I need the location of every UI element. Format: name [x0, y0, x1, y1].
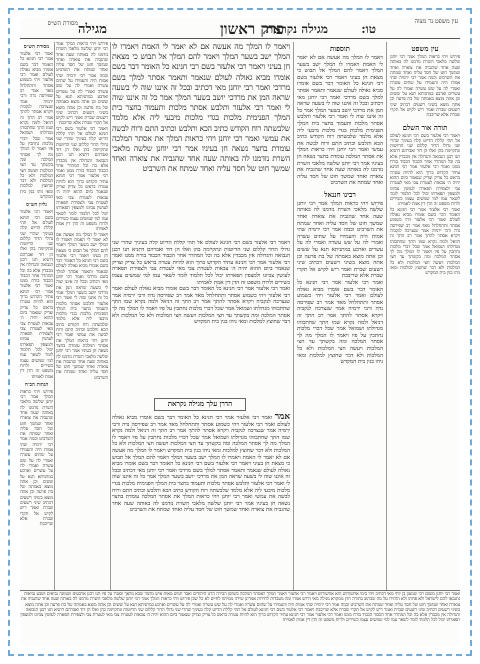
rabbenu-chananel-title: רבינו חננאל: [324, 189, 356, 199]
masoret-column: [20, 42, 53, 590]
masoret-text: ואמר רבי אלעזר אמר רבי חנינא כל האומר דבר בשם אומרו מביא גאולה לעולם ואמר רבי אלעזר ויהי כשמוע אסתר ותתחלחל מאד אמר רב שפירסה נדה ורבי ירמיה אמר שנצרכה לנקביה ויקרא אסתר להתך אמר רב התך זה דניאל ולמה נקרא שמו התך שחתכוהו מגדולתו ושמואל אמר שכל דברי מלכות נחתכין על פיו ויאמר לו המלך מה לך אסתר המלכה ומה בקשתך עד חצי המלכות ויעשה חצי המלכות ולא כל המלכות ולא דבר שחוצץ למלכות ומאי ניהו בנין בית המקדש: [20, 52, 53, 201]
gilyon-text: ויאמר רבי אלעזר בשם רבי חנינא לעולם אל תהי קללת הדיוט קלה בעיניך שהרי שני גדולי הדור קללום שני הדיוטות ונתקיימה בהן ואלו הן דוד ואברהם דתניא תנו רבנן הנבואה והגדולה אין מכבדין אלא בה וכל המהדר אחר הכבוד הכבוד בורח ממנו ואמר רבי אלעזר אמר רבי חנינא עתיד הקדוש ברוך הוא להיות עטרה בראש כל צדיק וצדיק שנאמר ביום ההוא יהיה ה׳ צבאות לעטרת צבי מאי לעטרת צבי ולצפירת תפארה לעושין צביונו ולמצפין תפארתו יכול לכל תלמוד לומר לשאר עמו למי שמשים עצמו כשירים ולרוח משפט זה הדן דין אמת לאמיתו: [20, 210, 53, 380]
gilyon-title: גליון הש״ס: [26, 202, 47, 209]
chapter-title: מגילה נקראת: [265, 22, 328, 36]
ein-mishpat-text: פירוש ויהי כראות המלך אמר רבי יוחנן שלשה מלאכי השרת נזדמנו לה באותה שעה אחד שהגביה את צוארה ואחד שמשך חוט של חסד עליה ואחד שמתח את השרביט וכמה אמר רבי ירמיה שתי אמות היה והעמידו על שתים עשרה ואמרי לה על שש עשרה ואמרי לה על עשרים וארבע במתניתא תנא על ששים וכן אתה מוצא באמתה של בת פרעה וכן אתה מוצא בשיני רשעים דכתיב שיני רשעים שברת ואמר ריש לקיש אל תקרי שברת אלא שריבבת: [390, 55, 460, 119]
gemara-column-middle: [112, 240, 290, 390]
tosafot-text-2: פירוש ויהי כראות המלך אמר רבי יוחנן שלשה מלאכי השרת נזדמנו לה באותה שעה אחד שהגביה את צוארה ואחד שמשך חוט של חסד עליה ואחד שמתח את השרביט וכמה אמר רבי ירמיה שתי אמות היה והעמידו על שתים עשרה ואמרי לה על שש עשרה ואמרי לה על עשרים וארבע במתניתא תנא על ששים וכן אתה מוצא באמתה של בת פרעה וכן אתה מוצא בשיני רשעים דכתיב שיני רשעים שברת ואמר ריש לקיש אל תקרי שברת אלא שריבבת: [297, 200, 383, 280]
rashi-column: [56, 42, 108, 590]
footer-text: [20, 592, 460, 624]
masoret-title: מסורת הש״ס: [23, 44, 50, 50]
ein-mishpat-column: [390, 42, 460, 590]
tosafot-column: [297, 42, 383, 590]
rule-left-inner: [110, 42, 111, 590]
gemara-text-upper: [112, 42, 290, 175]
rule-left-outer: [54, 42, 55, 590]
gemara-column-upper: [112, 42, 290, 238]
gemara-opening-word: אמר: [274, 414, 290, 422]
section-end-box: הדרן עלך מגילה נקראת: [154, 398, 246, 411]
tosafot-text-1: ויאמר לו המלך מה אעשה אם לא יאמר לי האמת ויאמרו לו המלך ישב בשער המלך ויאמר להם המלך אל תבוש כי מצאת חן בעיני ויאמר רבי אלעזר בשם רבי חנינא כל האומר דבר בשם אומרו מביא גאולה לעולם שנאמר ותאמר אסתר למלך בשם מרדכי ואמר רבי יוחנן מאי דכתיב ובכל זה איננו שוה לי בשעה שראה המן את מרדכי יושב בשער המלך אמר כל זה איננו שוה לי ואמר רבי אלעזר ותלבש אסתר מלכות ותעמוד בחצר בית המלך הפנימית מלכות בגדי מלכות מיבעי ליה אלא מלמד שלבשתה רוח הקודש כתיב הכא ותלבש וכתיב התם ורוח לבשה את עמשי ואמר רבי יוחנן ויהי כראות המלך את אסתר המלכה עומדת בחצר נשאה חן בעיניו אמר רבי יוחנן שלשה מלאכי השרת נזדמנו לה באותה שעה אחד שהגביה את צוארה ואחד שמשך חוט של חסד עליה ואחד שמתח את השרביט: [297, 55, 383, 187]
torah-or-title: תורה אור השלם: [402, 122, 448, 132]
ein-mishpat-tab: עין משפט נר מצוה: [414, 18, 458, 25]
footer-rule: [20, 590, 460, 591]
header-rule: [20, 38, 460, 39]
footer-text-1: ואמר רבי יוחנן משום רבי שמעון בן יוחי מאי דכתיב ויהי בימי אחשורוש הוא אחשורוש ויאמר רבי אלעזר ויאמר המלך לאסתר המלכה בשושן הבירה הרגו היהודים ואבד חמש מאות איש מלמד שבא מלאך וסטרו על פיו תנו רבנן ארבעים ושמונה נביאים ושבע נביאות נתנבאו להם לישראל ולא פחתו ולא הותירו על מה שכתוב בתורה חוץ ממקרא מגילה מאי דרוש אמרו ומה מעבדות לחירות אמרינן שירה ממיתה לחיים לא כל שכן: [24, 592, 460, 603]
gemara-text-lower-2: ויאמר לו המלך מה אעשה אם לא יאמר לי האמת ויאמרו לו המלך ישב בשער המלך ויאמר להם המלך אל תבוש כי מצאת חן בעיני ויאמר רבי אלעזר בשם רבי חנינא כל האומר דבר בשם אומרו מביא גאולה לעולם שנאמר ותאמר אסתר למלך בשם מרדכי ואמר רבי יוחנן מאי דכתיב ובכל זה איננו שוה לי בשעה שראה המן את מרדכי יושב בשער המלך אמר כל זה איננו שוה לי ואמר רבי אלעזר ותלבש אסתר מלכות ותעמוד בחצר בית המלך הפנימית מלכות בגדי מלכות מיבעי ליה אלא מלמד שלבשתה רוח הקודש כתיב הכא ותלבש וכתיב התם ורוח לבשה את עמשי ואמר רבי יוחנן ויהי כראות המלך את אסתר המלכה עומדת בחצר נשאה חן בעיניו אמר רבי יוחנן שלשה מלאכי השרת נזדמנו לה באותה שעה אחד שהגביה את צוארה ואחד שמשך חוט של חסד עליה ואחד שמתח את השרביט: [112, 447, 290, 514]
tosafot-title: תוספות: [330, 44, 350, 53]
rashi-text-3: ויאמר לו המלך מה אעשה אם לא יאמר לי האמת ויאמרו לו המלך ישב בשער המלך ויאמר להם המלך אל תבוש כי מצאת חן בעיני ויאמר רבי אלעזר בשם רבי חנינא כל האומר דבר בשם אומרו מביא גאולה לעולם שנאמר ותאמר אסתר למלך בשם מרדכי ואמר רבי יוחנן מאי דכתיב ובכל זה איננו שוה לי בשעה שראה המן את מרדכי יושב בשער המלך אמר כל זה איננו שוה לי ואמר רבי אלעזר ותלבש אסתר מלכות ותעמוד בחצר בית המלך הפנימית מלכות בגדי מלכות מיבעי ליה אלא מלמד שלבשתה רוח הקודש כתיב הכא ותלבש וכתיב התם ורוח לבשה את עמשי ואמר רבי יוחנן ויהי כראות המלך את אסתר המלכה עומדת בחצר נשאה חן בעיניו אמר רבי יוחנן שלשה מלאכי השרת נזדמנו לה באותה שעה אחד שהגביה את צוארה ואחד שמשך חוט של חסד עליה ואחד שמתח את השרביט: [56, 232, 108, 381]
ein-mishpat-text-more: ואמר רבי אלעזר אמר רבי חנינא כל האומר דבר בשם אומרו מביא גאולה לעולם ואמר רבי אלעזר ויהי כשמוע אסתר ותתחלחל מאד אמר רב שפירסה נדה ורבי ירמיה אמר שנצרכה לנקביה ויקרא אסתר להתך אמר רב התך זה דניאל ולמה נקרא שמו התך שחתכוהו מגדולתו ושמואל אמר שכל דברי מלכות נחתכין על פיו ויאמר לו המלך מה לך אסתר המלכה ומה בקשתך עד חצי המלכות ויעשה חצי המלכות ולא כל המלכות ולא דבר שחוצץ למלכות ומאי ניהו בנין בית המקדש: [390, 207, 460, 277]
torah-or-text: ויאמר רבי אלעזר בשם רבי חנינא לעולם אל תהי קללת הדיוט קלה בעיניך שהרי שני גדולי הדור קללום שני הדיוטות ונתקיימה בהן ואלו הן דוד ואברהם דתניא תנו רבנן הנבואה והגדולה אין מכבדין אלא בה וכל המהדר אחר הכבוד הכבוד בורח ממנו ואמר רבי אלעזר אמר רבי חנינא עתיד הקדוש ברוך הוא להיות עטרה בראש כל צדיק וצדיק שנאמר ביום ההוא יהיה ה׳ צבאות לעטרת צבי מאי לעטרת צבי ולצפירת תפארה לעושין צביונו ולמצפין תפארתו יכול לכל תלמוד לומר לשאר עמו למי שמשים עצמו כשירים ולרוח משפט זה הדן דין אמת לאמיתו: [390, 133, 460, 208]
rule-right-outer: [386, 42, 387, 590]
footer-text-2: פירוש ויהי כראות המלך אמר רבי יוחנן שלשה מלאכי השרת נזדמנו לה באותה שעה אחד שהגביה את צוארה ואחד שמשך חוט של חסד עליה ואחד שמתח את השרביט וכמה אמר רבי ירמיה שתי אמות היה והעמידו על שתים עשרה ואמרי לה על שש עשרה ואמרי לה על עשרים וארבע במתניתא תנא על ששים וכן אתה מוצא באמתה של בת פרעה וכן אתה מוצא בשיני רשעים דכתיב שיני רשעים שברת ואמר ריש לקיש אל תקרי שברת אלא שריבבת: [21, 597, 460, 613]
ein-mishpat-title: עין משפט: [411, 44, 439, 53]
rule-right-inner: [293, 42, 294, 590]
rashi-text-2: ויאמר רבי אלעזר בשם רבי חנינא לעולם אל תהי קללת הדיוט קלה בעיניך שהרי שני גדולי הדור קללום שני הדיוטות ונתקיימה בהן ואלו הן דוד ואברהם דתניא תנו רבנן הנבואה והגדולה אין מכבדין אלא בה וכל המהדר אחר הכבוד הכבוד בורח ממנו ואמר רבי אלעזר אמר רבי חנינא עתיד הקדוש ברוך הוא להיות עטרה בראש כל צדיק וצדיק שנאמר ביום ההוא יהיה ה׳ צבאות לעטרת צבי מאי לעטרת צבי ולצפירת תפארה לעושין צביונו ולמצפין תפארתו יכול לכל תלמוד לומר לשאר עמו למי שמשים עצמו כשירים ולרוח משפט זה הדן דין אמת לאמיתו: [56, 126, 108, 233]
hagahot-title: הגהות הב״ח: [24, 381, 49, 388]
rashi-text-1: פירוש ויהי כראות המלך אמר רבי יוחנן שלשה מלאכי השרת נזדמנו לה באותה שעה אחד שהגביה את צוארה ואחד שמשך חוט של חסד עליה ואחד שמתח את השרביט וכמה אמר רבי ירמיה שתי אמות היה והעמידו על שתים עשרה ואמרי לה על שש עשרה ואמרי לה על עשרים וארבע במתניתא תנא על ששים וכן אתה מוצא באמתה של בת פרעה וכן אתה מוצא בשיני רשעים דכתיב שיני רשעים שברת ואמר ריש לקיש אל תקרי שברת אלא שריבבת: [56, 42, 108, 127]
talmud-page: [20, 18, 460, 646]
gemara-text-middle: ויאמר רבי אלעזר בשם רבי חנינא לעולם אל תהי קללת הדיוט קלה בעיניך שהרי שני גדולי הדור קללום שני הדיוטות ונתקיימה בהן ואלו הן דוד ואברהם דתניא תנו רבנן הנבואה והגדולה אין מכבדין אלא בה וכל המהדר אחר הכבוד הכבוד בורח ממנו ואמר רבי אלעזר אמר רבי חנינא עתיד הקדוש ברוך הוא להיות עטרה בראש כל צדיק וצדיק שנאמר ביום ההוא יהיה ה׳ צבאות לעטרת צבי מאי לעטרת צבי ולצפירת תפארה לעושין צביונו ולמצפין תפארתו יכול לכל תלמוד לומר לשאר עמו למי שמשים עצמו כשירים ולרוח משפט זה הדן דין אמת לאמיתו: [112, 240, 290, 286]
tosafot-text-3: ואמר רבי אלעזר אמר רבי חנינא כל האומר דבר בשם אומרו מביא גאולה לעולם ואמר רבי אלעזר ויהי כשמוע אסתר ותתחלחל מאד אמר רב שפירסה נדה ורבי ירמיה אמר שנצרכה לנקביה ויקרא אסתר להתך אמר רב התך זה דניאל ולמה נקרא שמו התך שחתכוהו מגדולתו ושמואל אמר שכל דברי מלכות נחתכין על פיו ויאמר לו המלך מה לך אסתר המלכה ומה בקשתך עד חצי המלכות ויעשה חצי המלכות ולא כל המלכות ולא דבר שחוצץ למלכות ומאי ניהו בנין בית המקדש: [297, 280, 383, 366]
footer-notes: [20, 592, 460, 644]
chapter-name: פרק ראשון: [219, 20, 284, 38]
daf-number: טו:: [361, 22, 376, 36]
gemara-text-middle-2: ואמר רבי אלעזר אמר רבי חנינא כל האומר דבר בשם אומרו מביא גאולה לעולם ואמר רבי אלעזר ויהי כשמוע אסתר ותתחלחל מאד אמר רב שפירסה נדה ורבי ירמיה אמר שנצרכה לנקביה ויקרא אסתר להתך אמר רב התך זה דניאל ולמה נקרא שמו התך שחתכוהו מגדולתו ושמואל אמר שכל דברי מלכות נחתכין על פיו ויאמר לו המלך מה לך אסתר המלכה ומה בקשתך עד חצי המלכות ויעשה חצי המלכות ולא כל המלכות ולא דבר שחוצץ למלכות ומאי ניהו בנין בית המקדש: [112, 286, 290, 326]
hagahot-text: פירוש ויהי כראות המלך אמר רבי יוחנן שלשה מלאכי השרת נזדמנו לה באותה שעה אחד שהגביה את צוארה ואחד שמשך חוט של חסד עליה ואחד שמתח את השרביט וכמה אמר רבי ירמיה שתי אמות היה והעמידו על שתים עשרה ואמרי לה על שש עשרה ואמרי לה על עשרים וארבע במתניתא תנא על ששים וכן אתה מוצא באמתה של בת פרעה וכן אתה מוצא בשיני רשעים דכתיב שיני רשעים שברת ואמר ריש לקיש אל תקרי שברת אלא שריבבת: [20, 389, 53, 528]
gemara-column-lower: [112, 414, 290, 590]
page-header: [20, 18, 460, 40]
tractate-name: מגילה: [78, 22, 107, 37]
gemara-main-text: ויאמר לו המלך מה אעשה אם לא יאמר לי האמת ויאמרו לו המלך ישב בשער המלך ויאמר להם המלך אל תבוש כי מצאת חן בעיני ויאמר רבי אלעזר בשם רבי חנינא כל האומר דבר בשם אומרו מביא גאולה לעולם שנאמר ותאמר אסתר למלך בשם מרדכי ואמר רבי יוחנן מאי דכתיב ובכל זה איננו שוה לי בשעה שראה המן את מרדכי יושב בשער המלך אמר כל זה איננו שוה לי ואמר רבי אלעזר ותלבש אסתר מלכות ותעמוד בחצר בית המלך הפנימית מלכות בגדי מלכות מיבעי ליה אלא מלמד שלבשתה רוח הקודש כתיב הכא ותלבש וכתיב התם ורוח לבשה את עמשי ואמר רבי יוחנן ויהי כראות המלך את אסתר המלכה עומדת בחצר נשאה חן בעיניו אמר רבי יוחנן שלשה מלאכי השרת נזדמנו לה באותה שעה אחד שהגביה את צוארה ואחד שמשך חוט של חסד עליה ואחד שמתח את השרביט: [112, 42, 290, 174]
footer-text-3: ויאמר רבי אלעזר בשם רבי חנינא לעולם אל תהי קללת הדיוט קלה בעיניך שהרי שני גדולי הדור קללום שני הדיוטות ונתקיימה בהן ואלו הן דוד ואברהם דתניא תנו רבנן הנבואה והגדולה אין מכבדין אלא בה וכל המהדר אחר הכבוד הכבוד בורח ממנו ואמר רבי אלעזר אמר רבי חנינא עתיד הקדוש ברוך הוא להיות עטרה בראש כל צדיק וצדיק שנאמר ביום ההוא יהיה ה׳ צבאות לעטרת צבי מאי לעטרת צבי ולצפירת תפארה לעושין צביונו ולמצפין תפארתו יכול לכל תלמוד לומר לשאר עמו למי שמשים עצמו כשירים ולרוח משפט זה הדן דין אמת לאמיתו: [20, 607, 460, 624]
masoret-tab: מסורת הש״ס: [47, 20, 78, 27]
gemara-text-lower: ואמר רבי אלעזר אמר רבי חנינא כל האומר דבר בשם אומרו מביא גאולה לעולם ואמר רבי אלעזר ויהי כשמוע אסתר ותתחלחל מאד אמר רב שפירסה נדה ורבי ירמיה אמר שנצרכה לנקביה ויקרא אסתר להתך אמר רב התך זה דניאל ולמה נקרא שמו התך שחתכוהו מגדולתו ושמואל אמר שכל דברי מלכות נחתכין על פיו ויאמר לו המלך מה לך אסתר המלכה ומה בקשתך עד חצי המלכות ויעשה חצי המלכות ולא כל המלכות ולא דבר שחוצץ למלכות ומאי ניהו בנין בית המקדש: [112, 415, 290, 454]
